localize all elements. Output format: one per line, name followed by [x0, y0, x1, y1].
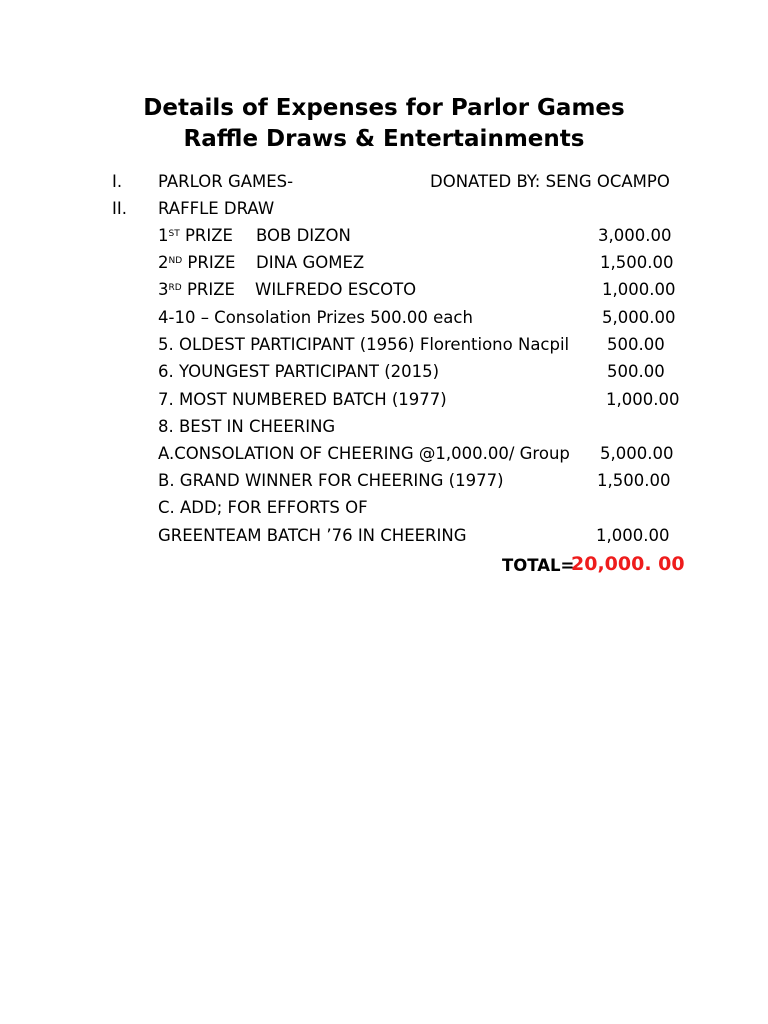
item-amount: 500.00 [607, 362, 665, 381]
page-title-line1: Details of Expenses for Parlor Games [143, 95, 625, 121]
list-item [0, 469, 768, 493]
item-amount: 5,000.00 [600, 444, 674, 463]
item-amount: 5,000.00 [602, 308, 676, 327]
prize-rank-number: 1 [158, 226, 169, 245]
prize-rank [158, 251, 235, 275]
section-label: RAFFLE DRAW [158, 199, 275, 218]
prize-word: PRIZE [187, 253, 236, 272]
list-item [0, 496, 768, 520]
prize-row-third [0, 278, 768, 302]
prize-rank-number: 2 [158, 253, 169, 272]
item-text: 7. MOST NUMBERED BATCH (1977) [158, 390, 447, 409]
total-row [0, 554, 768, 578]
list-item [0, 415, 768, 439]
list-item [0, 524, 768, 548]
prize-row-second [0, 251, 768, 275]
item-text: 4-10 – Consolation Prizes 500.00 each [158, 308, 473, 327]
item-text: 8. BEST IN CHEERING [158, 417, 336, 436]
item-text: C. ADD; FOR EFFORTS OF [158, 498, 368, 517]
item-text: 5. OLDEST PARTICIPANT (1956) Florentiono Nacpil [158, 335, 570, 354]
prize-word: PRIZE [184, 226, 233, 245]
prize-row-first [0, 224, 768, 248]
donated-by-text: DONATED BY: SENG OCAMPO [430, 172, 670, 191]
section-numeral: II. [112, 199, 127, 218]
section-numeral: I. [112, 172, 123, 191]
list-item [0, 360, 768, 384]
item-amount: 500.00 [607, 335, 665, 354]
prize-rank-suffix: ND [168, 256, 183, 266]
prize-winner-name: WILFREDO ESCOTO [255, 280, 417, 299]
item-text: A.CONSOLATION OF CHEERING @1,000.00/ Group [158, 444, 570, 463]
prize-word: PRIZE [186, 280, 235, 299]
item-text: B. GRAND WINNER FOR CHEERING (1977) [158, 471, 504, 490]
list-item [0, 333, 768, 357]
list-item [0, 306, 768, 330]
prize-amount: 1,500.00 [600, 253, 674, 272]
prize-amount: 3,000.00 [598, 226, 672, 245]
item-amount: 1,000.00 [596, 526, 670, 545]
prize-rank-suffix: RD [168, 283, 182, 293]
page-title-line2: Raffle Draws & Entertainments [183, 126, 585, 152]
section-label: PARLOR GAMES- [158, 172, 294, 191]
section-parlor-games [0, 170, 768, 194]
prize-rank [158, 278, 235, 302]
prize-winner-name: DINA GOMEZ [256, 253, 365, 272]
prize-winner-name: BOB DIZON [256, 226, 351, 245]
prize-rank-number: 3 [158, 280, 169, 299]
list-item [0, 388, 768, 412]
item-amount: 1,000.00 [606, 390, 680, 409]
prize-rank-suffix: ST [168, 229, 180, 239]
prize-amount: 1,000.00 [602, 280, 676, 299]
list-item [0, 442, 768, 466]
item-text: GREENTEAM BATCH ’76 IN CHEERING [158, 526, 467, 545]
section-raffle-draw [0, 197, 768, 221]
item-text: 6. YOUNGEST PARTICIPANT (2015) [158, 362, 440, 381]
item-amount: 1,500.00 [597, 471, 671, 490]
total-value: 20,000. 00 [571, 553, 685, 575]
total-label: TOTAL= [502, 556, 575, 575]
prize-rank [158, 224, 233, 248]
